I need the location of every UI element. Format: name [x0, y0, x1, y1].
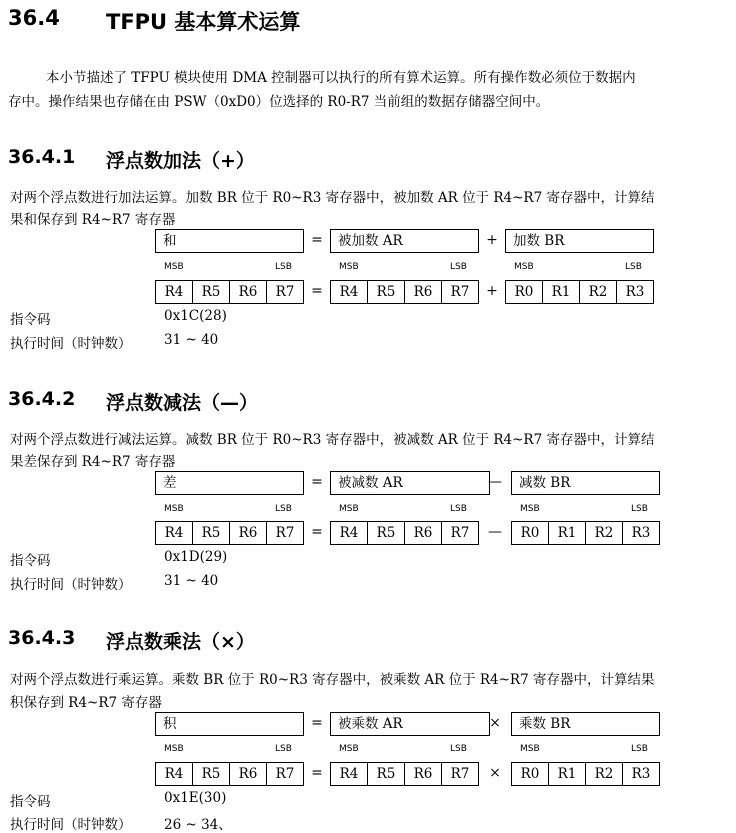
exec-time-value: 31 ~ 40 [164, 332, 219, 348]
register-cell: R2 [585, 762, 623, 786]
msb-label: MSB [520, 744, 540, 754]
result-box: 和 [155, 229, 304, 253]
equals-sign: = [311, 524, 323, 540]
register-cell: R7 [441, 521, 479, 545]
register-cell: R1 [548, 762, 586, 786]
section-desc-line-2: 积保存到 R4~R7 寄存器 [10, 695, 162, 711]
exec-time-label: 执行时间（时钟数） [10, 577, 132, 593]
result-box: 积 [155, 712, 304, 736]
section-title: 浮点数减法（—） [106, 392, 259, 414]
register-cell: R4 [330, 762, 368, 786]
section-number: 36.4.2 [8, 388, 76, 410]
opcode-label: 指令码 [10, 312, 51, 328]
operand-b-box: 乘数 BR [511, 712, 660, 736]
page-title: TFPU 基本算术运算 [106, 10, 301, 34]
register-cell: R4 [330, 280, 368, 304]
lsb-label: LSB [450, 262, 467, 272]
section-desc-line-2: 果和保存到 R4~R7 寄存器 [10, 212, 176, 228]
exec-time-value: 31 ~ 40 [164, 573, 219, 589]
operand-a-box: 被减数 AR [330, 471, 490, 495]
register-cell: R2 [585, 521, 623, 545]
opcode-value: 0x1C(28) [164, 308, 227, 324]
lsb-label: LSB [275, 262, 292, 272]
section-desc-line-1: 对两个浮点数进行减法运算。减数 BR 位于 R0~R3 寄存器中，被减数 AR 位于 R4~R7 寄存器中，计算结 [10, 432, 655, 448]
msb-label: MSB [520, 504, 540, 514]
register-cell: R2 [579, 280, 617, 304]
register-cell: R7 [266, 280, 304, 304]
lsb-label: LSB [450, 744, 467, 754]
msb-label: MSB [514, 262, 534, 272]
section-title: 浮点数加法（+） [106, 150, 255, 172]
register-cell: R4 [155, 280, 193, 304]
operand-b-box: 减数 BR [511, 471, 660, 495]
exec-time-label: 执行时间（时钟数） [10, 817, 132, 833]
register-cell: R6 [404, 762, 442, 786]
register-cell: R6 [404, 521, 442, 545]
equals-sign: = [311, 232, 323, 248]
register-cell: R3 [616, 280, 654, 304]
section-desc-line-1: 对两个浮点数进行乘运算。乘数 BR 位于 R0~R3 寄存器中，被乘数 AR 位于 R4~R7 寄存器中，计算结果 [10, 672, 655, 688]
register-cell: R3 [622, 762, 660, 786]
lsb-label: LSB [450, 504, 467, 514]
register-cell: R4 [155, 521, 193, 545]
lsb-label: LSB [631, 744, 648, 754]
opcode-value: 0x1E(30) [164, 790, 227, 806]
opcode-label: 指令码 [10, 794, 51, 810]
section-number: 36.4.3 [8, 627, 76, 649]
equals-sign: = [311, 715, 323, 731]
msb-label: MSB [164, 744, 184, 754]
register-cell: R7 [441, 762, 479, 786]
lsb-label: LSB [631, 504, 648, 514]
register-cell: R1 [542, 280, 580, 304]
msb-label: MSB [164, 504, 184, 514]
register-cell: R4 [330, 521, 368, 545]
operator-sign: + [486, 283, 498, 299]
register-cell: R7 [266, 762, 304, 786]
operand-b-box: 加数 BR [505, 229, 654, 253]
operand-a-box: 被乘数 AR [330, 712, 490, 736]
equals-sign: = [311, 765, 323, 781]
equals-sign: = [311, 474, 323, 490]
operator-sign: × [489, 715, 501, 731]
opcode-label: 指令码 [10, 553, 51, 569]
register-cell: R5 [192, 521, 230, 545]
register-cell: R0 [511, 521, 549, 545]
msb-label: MSB [339, 262, 359, 272]
register-cell: R6 [229, 280, 267, 304]
register-cell: R6 [404, 280, 442, 304]
msb-label: MSB [164, 262, 184, 272]
register-cell: R5 [192, 762, 230, 786]
msb-label: MSB [339, 744, 359, 754]
exec-time-label: 执行时间（时钟数） [10, 336, 132, 352]
operator-sign: — [488, 474, 502, 490]
register-cell: R5 [192, 280, 230, 304]
lsb-label: LSB [625, 262, 642, 272]
lsb-label: LSB [275, 744, 292, 754]
register-cell: R1 [548, 521, 586, 545]
operator-sign: × [489, 765, 501, 781]
exec-time-value: 26 ~ 34、 [164, 817, 232, 833]
register-cell: R0 [505, 280, 543, 304]
register-cell: R7 [441, 280, 479, 304]
result-box: 差 [155, 471, 304, 495]
register-cell: R5 [367, 762, 405, 786]
register-cell: R5 [367, 280, 405, 304]
register-cell: R6 [229, 762, 267, 786]
register-cell: R0 [511, 762, 549, 786]
lsb-label: LSB [275, 504, 292, 514]
operator-sign: + [486, 232, 498, 248]
equals-sign: = [311, 283, 323, 299]
register-cell: R6 [229, 521, 267, 545]
register-cell: R4 [155, 762, 193, 786]
intro-line-1: 本小节描述了 TFPU 模块使用 DMA 控制器可以执行的所有算术运算。所有操作数必须位于数据内 [46, 70, 636, 86]
operand-a-box: 被加数 AR [330, 229, 479, 253]
section-number: 36.4 [8, 6, 60, 30]
section-number: 36.4.1 [8, 146, 76, 168]
register-cell: R5 [367, 521, 405, 545]
register-cell: R7 [266, 521, 304, 545]
section-desc-line-1: 对两个浮点数进行加法运算。加数 BR 位于 R0~R3 寄存器中，被加数 AR 位于 R4~R7 寄存器中，计算结 [10, 190, 655, 206]
register-cell: R3 [622, 521, 660, 545]
intro-line-2: 存中。操作结果也存储在由 PSW（0xD0）位选择的 R0-R7 当前组的数据存储器空间中。 [8, 94, 550, 110]
section-desc-line-2: 果差保存到 R4~R7 寄存器 [10, 454, 176, 470]
operator-sign: — [488, 524, 502, 540]
opcode-value: 0x1D(29) [164, 549, 228, 565]
section-title: 浮点数乘法（×） [106, 631, 255, 653]
msb-label: MSB [339, 504, 359, 514]
